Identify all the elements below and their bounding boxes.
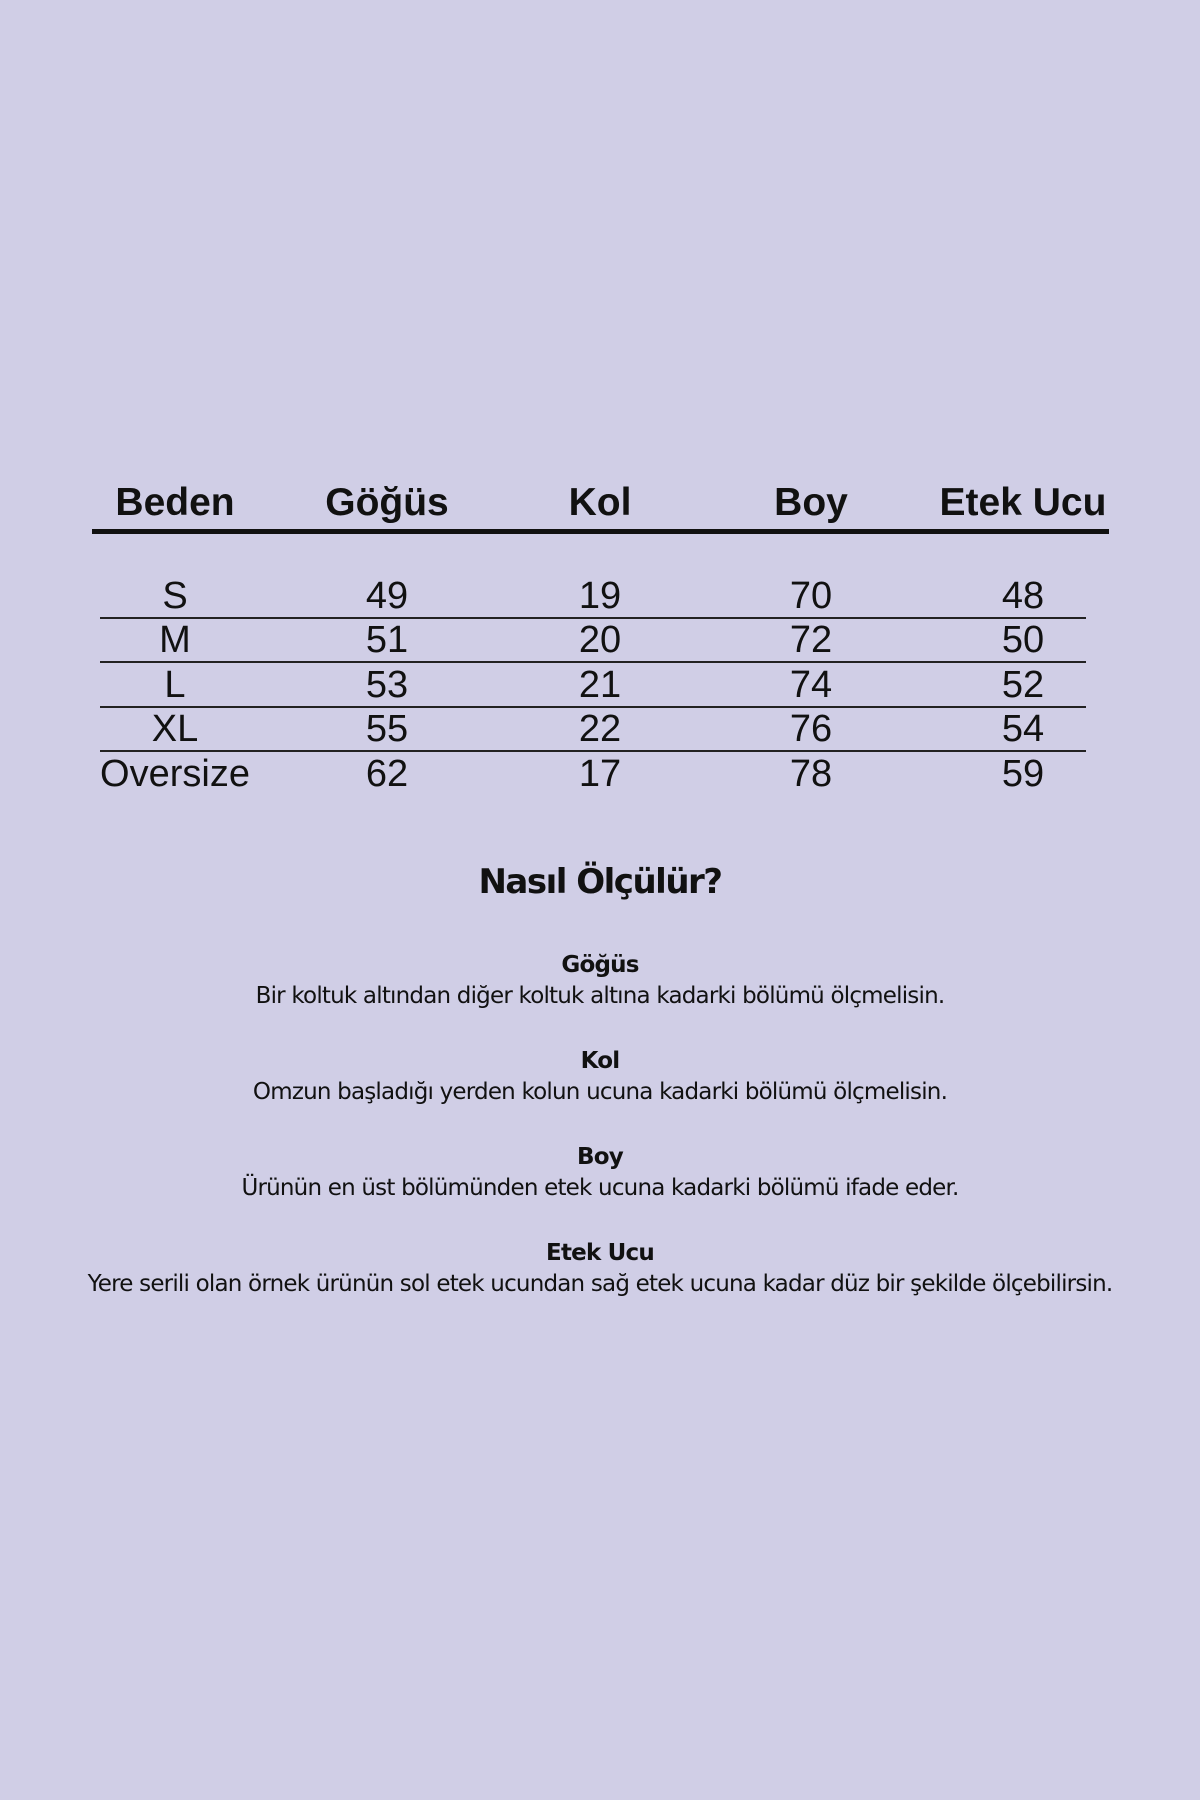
cell-kol: 22 (578, 708, 622, 750)
header-etek-ucu: Etek Ucu (939, 481, 1107, 524)
guide-text: Yere serili olan örnek ürünün sol etek ucundan sağ etek ucuna kadar düz bir şekilde ölçebilirsin. (87, 1271, 1113, 1297)
cell-boy: 70 (789, 575, 833, 617)
cell-kol: 17 (578, 753, 622, 795)
guide-item-gogus (0, 950, 1200, 1012)
cell-etek-ucu: 59 (1001, 753, 1045, 795)
measurement-guide (0, 860, 1200, 1334)
header-gogus: Göğüs (325, 481, 449, 524)
header-kol: Kol (568, 481, 632, 524)
guide-text: Omzun başladığı yerden kolun ucuna kadarki bölümü ölçmelisin. (252, 1079, 948, 1105)
header-divider (92, 529, 1109, 534)
cell-etek-ucu: 48 (1001, 575, 1045, 617)
cell-gogus: 51 (365, 619, 409, 661)
guide-text: Ürünün en üst bölümünden etek ucuna kadarki bölümü ifade eder. (241, 1175, 959, 1201)
cell-size: L (164, 664, 186, 706)
cell-gogus: 49 (365, 575, 409, 617)
cell-boy: 76 (789, 708, 833, 750)
guide-heading: Etek Ucu (546, 1240, 654, 1266)
size-chart-table (0, 0, 1200, 820)
cell-etek-ucu: 52 (1001, 664, 1045, 706)
guide-item-kol (0, 1046, 1200, 1108)
cell-gogus: 62 (365, 753, 409, 795)
cell-boy: 74 (789, 664, 833, 706)
guide-text: Bir koltuk altından diğer koltuk altına kadarki bölümü ölçmelisin. (255, 983, 945, 1009)
cell-kol: 19 (578, 575, 622, 617)
header-beden: Beden (115, 481, 235, 524)
guide-item-etek-ucu (0, 1238, 1200, 1300)
cell-etek-ucu: 54 (1001, 708, 1045, 750)
cell-kol: 21 (578, 664, 622, 706)
cell-gogus: 55 (365, 708, 409, 750)
guide-heading: Göğüs (561, 952, 639, 978)
guide-title: Nasıl Ölçülür? (478, 862, 722, 902)
header-boy: Boy (774, 481, 848, 524)
cell-size: M (159, 619, 191, 661)
guide-item-boy (0, 1142, 1200, 1204)
cell-size: S (162, 575, 188, 617)
cell-boy: 72 (789, 619, 833, 661)
cell-size: XL (151, 708, 199, 750)
cell-size: Oversize (100, 753, 250, 795)
cell-kol: 20 (578, 619, 622, 661)
guide-heading: Kol (580, 1048, 620, 1074)
cell-gogus: 53 (365, 664, 409, 706)
guide-heading: Boy (577, 1144, 623, 1170)
cell-etek-ucu: 50 (1001, 619, 1045, 661)
cell-boy: 78 (789, 753, 833, 795)
